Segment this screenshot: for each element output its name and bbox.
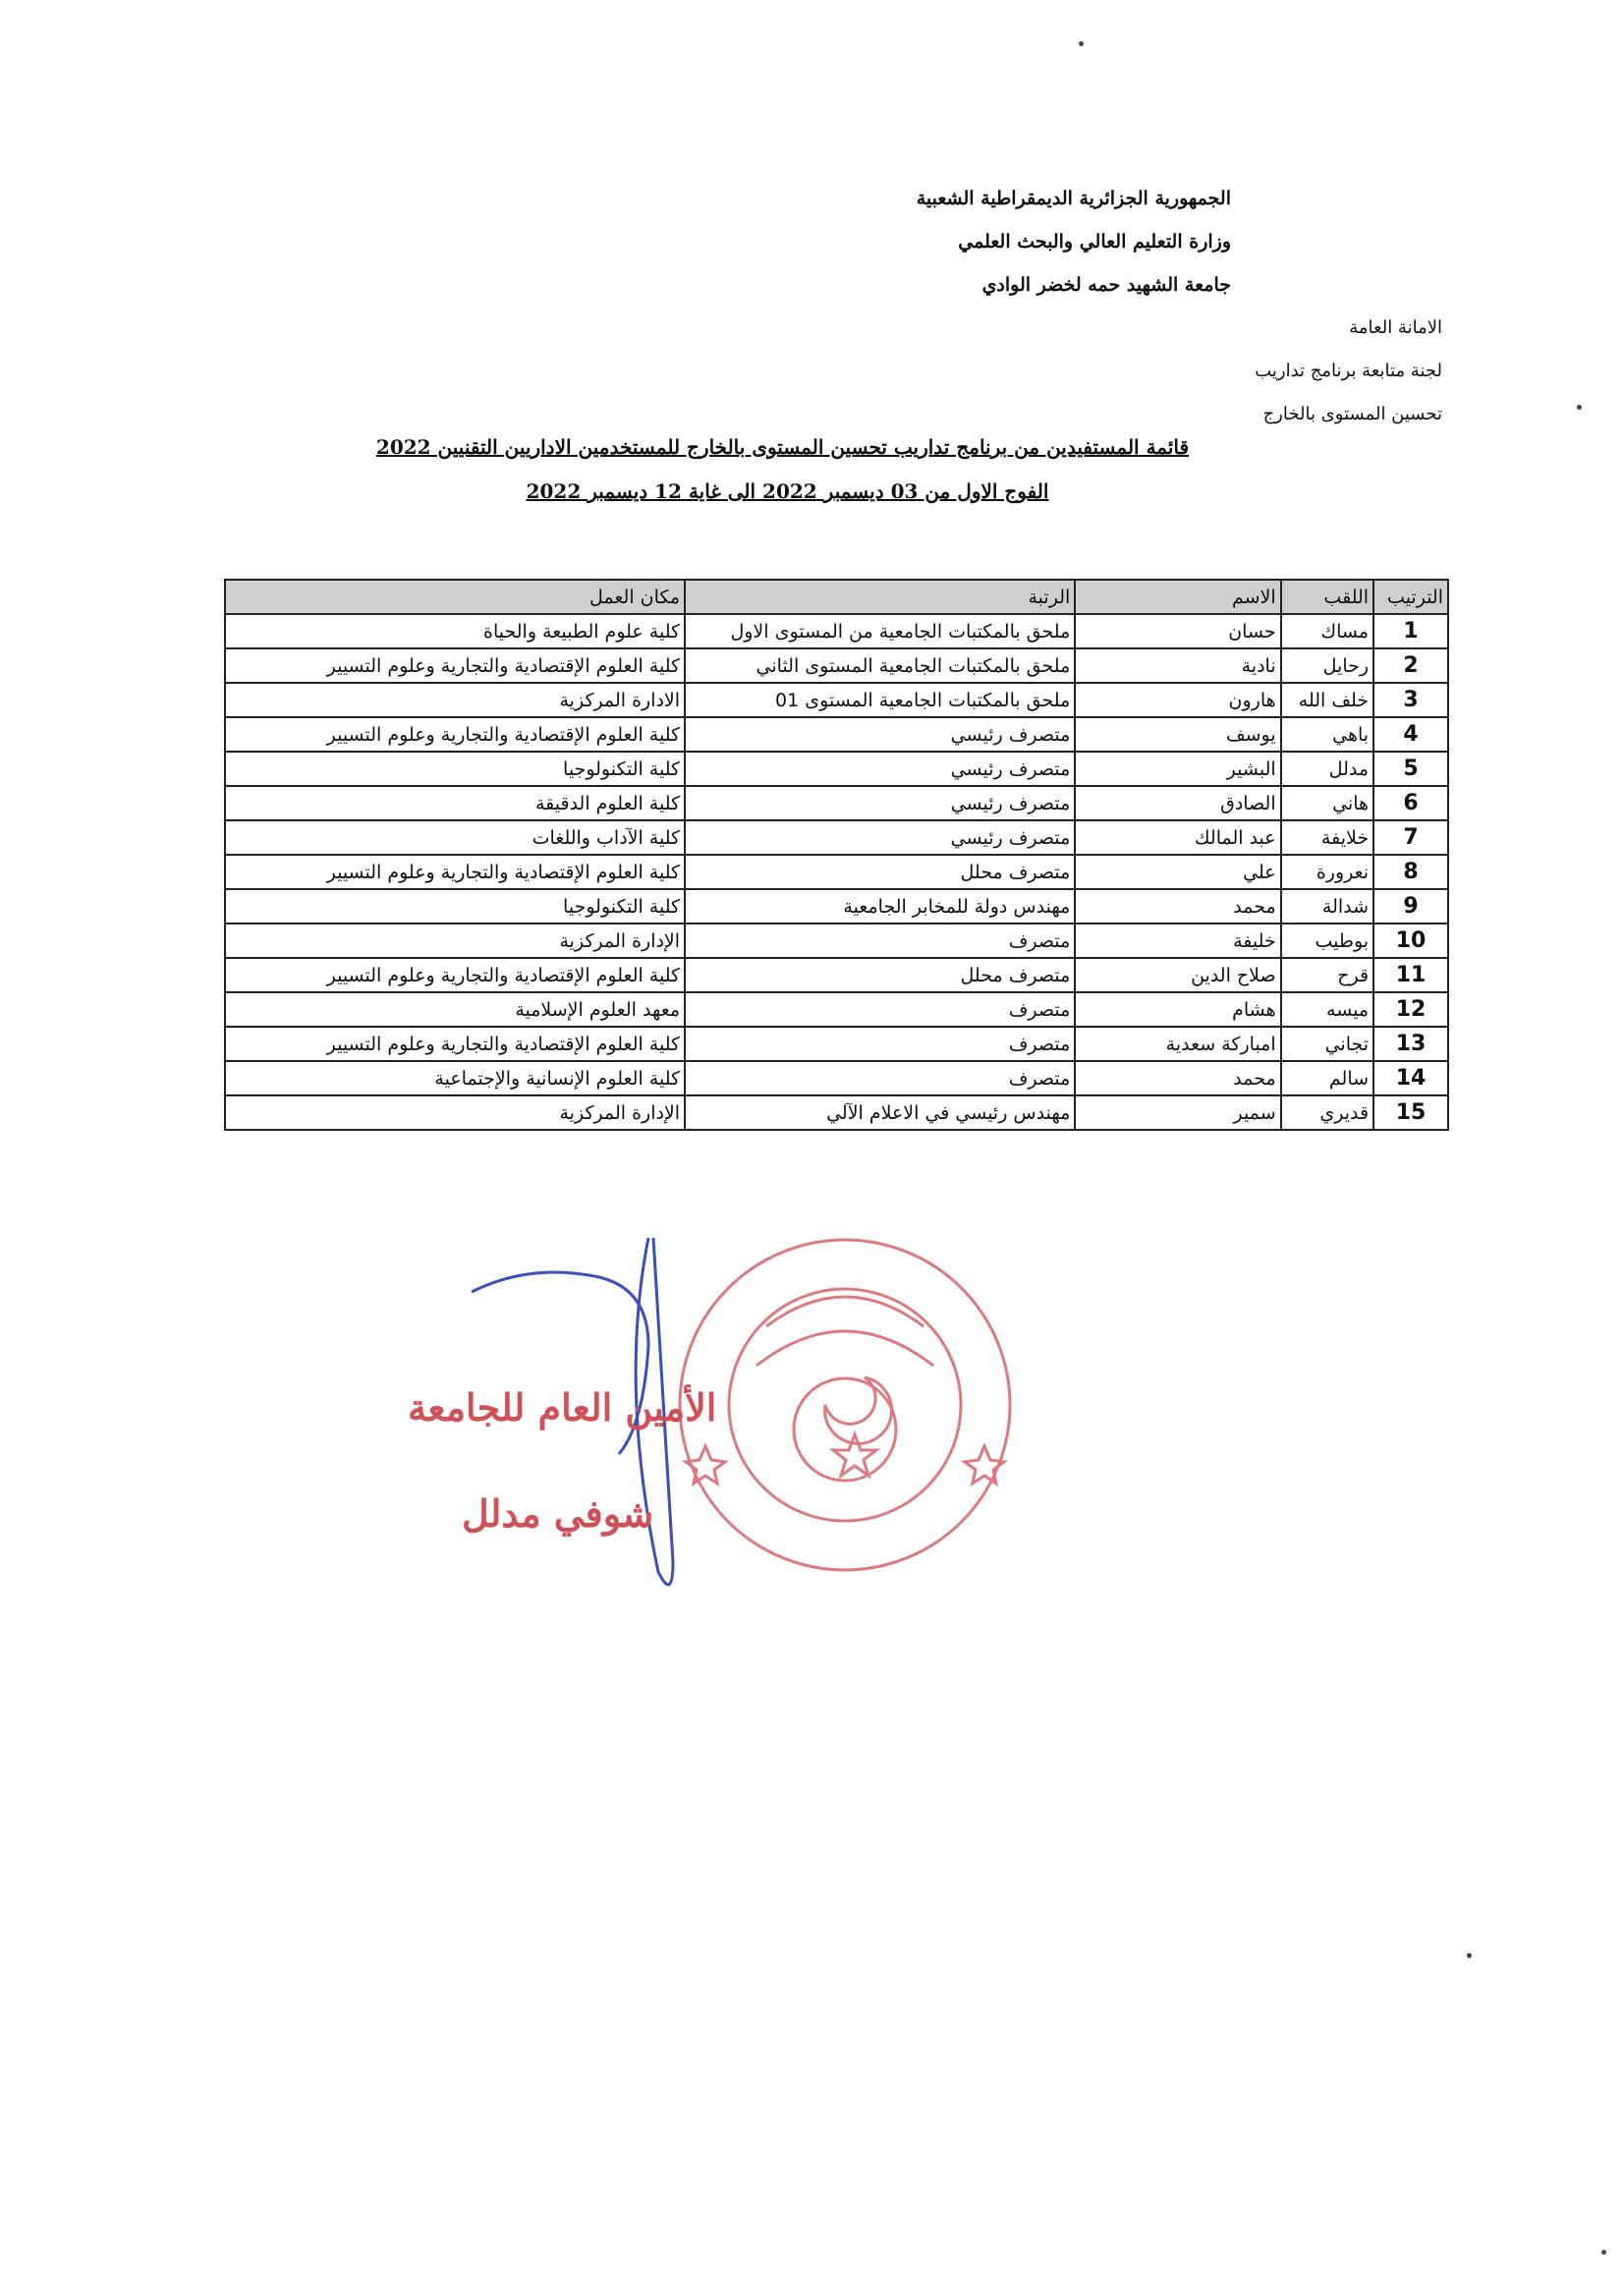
cell-rank: متصرف رئيسي [685, 717, 1075, 752]
republic-name: الجمهورية الجزائرية الديمقراطية الشعبية [916, 188, 1231, 209]
cell-num: 1 [1373, 614, 1448, 648]
cell-first-name: نادية [1075, 648, 1280, 683]
signatory-name: شوفي مدلل [462, 1491, 654, 1536]
cell-last-name: خلايفة [1281, 820, 1373, 855]
cell-rank: متصرف رئيسي [685, 820, 1075, 855]
cell-num: 12 [1373, 992, 1448, 1027]
cell-last-name: قديري [1281, 1095, 1373, 1130]
cell-rank: متصرف محلل [685, 855, 1075, 889]
header-last-name: اللقب [1281, 580, 1373, 614]
scan-speck [1601, 2250, 1606, 2255]
cell-rank: متصرف [685, 1061, 1075, 1095]
ministry-name: وزارة التعليم العالي والبحث العلمي [958, 231, 1231, 252]
cell-num: 4 [1373, 717, 1448, 752]
cell-first-name: الصادق [1075, 786, 1280, 820]
table-body [225, 614, 1448, 1130]
cell-workplace: معهد العلوم الإسلامية [225, 992, 685, 1027]
cell-last-name: خلف الله [1281, 683, 1373, 717]
cell-last-name: نعرورة [1281, 855, 1373, 889]
committee-line-1: لجنة متابعة برنامج تداريب [1255, 361, 1442, 381]
cell-workplace: كلية العلوم الإنسانية والإجتماعية [225, 1061, 685, 1095]
cell-first-name: هشام [1075, 992, 1280, 1027]
cell-rank: متصرف محلل [685, 958, 1075, 992]
cell-last-name: تجاني [1281, 1027, 1373, 1061]
round-seal [680, 1240, 1010, 1570]
cell-rank: مهندس دولة للمخابر الجامعية [685, 889, 1075, 924]
committee-line-2: تحسين المستوى بالخارج [1262, 404, 1442, 424]
scan-speck [1467, 1953, 1472, 1958]
cell-workplace: كلية التكنولوجيا [225, 889, 685, 924]
table-row [225, 717, 1448, 752]
cell-first-name: حسان [1075, 614, 1280, 648]
cell-rank: ملحق بالمكتبات الجامعية من المستوى الاول [685, 614, 1075, 648]
cell-first-name: البشير [1075, 752, 1280, 786]
cell-first-name: علي [1075, 855, 1280, 889]
cell-rank: ملحق بالمكتبات الجامعية المستوى 01 [685, 683, 1075, 717]
cell-rank: مهندس رئيسي في الاعلام الآلي [685, 1095, 1075, 1130]
cell-last-name: رحايل [1281, 648, 1373, 683]
cell-workplace: الادارة المركزية [225, 683, 685, 717]
cell-first-name: عبد المالك [1075, 820, 1280, 855]
scan-speck [1577, 405, 1582, 410]
cell-workplace: كلية العلوم الإقتصادية والتجارية وعلوم التسيير [225, 717, 685, 752]
cell-workplace: كلية العلوم الإقتصادية والتجارية وعلوم التسيير [225, 855, 685, 889]
cell-rank: ملحق بالمكتبات الجامعية المستوى الثاني [685, 648, 1075, 683]
cell-first-name: محمد [1075, 889, 1280, 924]
cell-workplace: كلية العلوم الدقيقة [225, 786, 685, 820]
cell-num: 13 [1373, 1027, 1448, 1061]
cell-num: 9 [1373, 889, 1448, 924]
header-rank: الرتبة [685, 580, 1075, 614]
cell-last-name: باهي [1281, 717, 1373, 752]
university-name: جامعة الشهيد حمه لخضر الوادي [981, 274, 1231, 296]
table-row [225, 992, 1448, 1027]
table-row [225, 648, 1448, 683]
cell-last-name: بوطيب [1281, 924, 1373, 958]
cell-last-name: سالم [1281, 1061, 1373, 1095]
header-workplace: مكان العمل [225, 580, 685, 614]
cell-num: 7 [1373, 820, 1448, 855]
cell-first-name: سمير [1075, 1095, 1280, 1130]
cell-num: 2 [1373, 648, 1448, 683]
table-row [225, 855, 1448, 889]
cell-workplace: كلية العلوم الإقتصادية والتجارية وعلوم التسيير [225, 648, 685, 683]
table-row [225, 786, 1448, 820]
table-row [225, 958, 1448, 992]
cell-num: 10 [1373, 924, 1448, 958]
cell-workplace: كلية علوم الطبيعة والحياة [225, 614, 685, 648]
cell-last-name: شدالة [1281, 889, 1373, 924]
table-row [225, 1061, 1448, 1095]
cell-workplace: كلية العلوم الإقتصادية والتجارية وعلوم التسيير [225, 958, 685, 992]
cell-rank: متصرف [685, 1027, 1075, 1061]
cell-workplace: الإدارة المركزية [225, 1095, 685, 1130]
table-row [225, 683, 1448, 717]
cell-workplace: كلية التكنولوجيا [225, 752, 685, 786]
cell-rank: متصرف رئيسي [685, 752, 1075, 786]
cell-last-name: مدلل [1281, 752, 1373, 786]
cell-rank: متصرف [685, 924, 1075, 958]
cell-last-name: قرح [1281, 958, 1373, 992]
cell-first-name: محمد [1075, 1061, 1280, 1095]
scan-speck [1079, 41, 1084, 46]
table-row [225, 1095, 1448, 1130]
committee-block [1255, 307, 1442, 436]
letterhead [917, 177, 1231, 307]
cell-first-name: يوسف [1075, 717, 1280, 752]
signatory-title: الأمين العام للجامعة [408, 1385, 717, 1429]
cell-last-name: ميسه [1281, 992, 1373, 1027]
table-row [225, 889, 1448, 924]
table-header-row [225, 580, 1448, 614]
table-row [225, 752, 1448, 786]
header-first-name: الاسم [1075, 580, 1280, 614]
beneficiaries-table [224, 579, 1449, 1131]
cell-first-name: هارون [1075, 683, 1280, 717]
cell-workplace: الإدارة المركزية [225, 924, 685, 958]
cell-num: 5 [1373, 752, 1448, 786]
table-row [225, 1027, 1448, 1061]
document-title: قائمة المستفيدين من برنامج تداريب تحسين المستوى بالخارج للمستخدمين الاداريين التقنيين 2022 [375, 435, 1190, 459]
cell-num: 11 [1373, 958, 1448, 992]
cell-rank: متصرف رئيسي [685, 786, 1075, 820]
cell-num: 8 [1373, 855, 1448, 889]
table-row [225, 820, 1448, 855]
cell-first-name: صلاح الدين [1075, 958, 1280, 992]
cell-workplace: كلية الآداب واللغات [225, 820, 685, 855]
cell-num: 6 [1373, 786, 1448, 820]
secretariat-label: الامانة العامة [1349, 317, 1442, 338]
cell-last-name: مساك [1281, 614, 1373, 648]
header-num: الترتيب [1373, 580, 1448, 614]
cell-num: 15 [1373, 1095, 1448, 1130]
document-subtitle: الفوج الاول من 03 ديسمبر 2022 الى غاية 12 ديسمبر 2022 [526, 479, 1049, 503]
cell-last-name: هاني [1281, 786, 1373, 820]
table-row [225, 924, 1448, 958]
cell-num: 14 [1373, 1061, 1448, 1095]
cell-first-name: خليفة [1075, 924, 1280, 958]
cell-workplace: كلية العلوم الإقتصادية والتجارية وعلوم التسيير [225, 1027, 685, 1061]
table-row [225, 614, 1448, 648]
cell-first-name: امباركة سعدية [1075, 1027, 1280, 1061]
cell-num: 3 [1373, 683, 1448, 717]
cell-rank: متصرف [685, 992, 1075, 1027]
